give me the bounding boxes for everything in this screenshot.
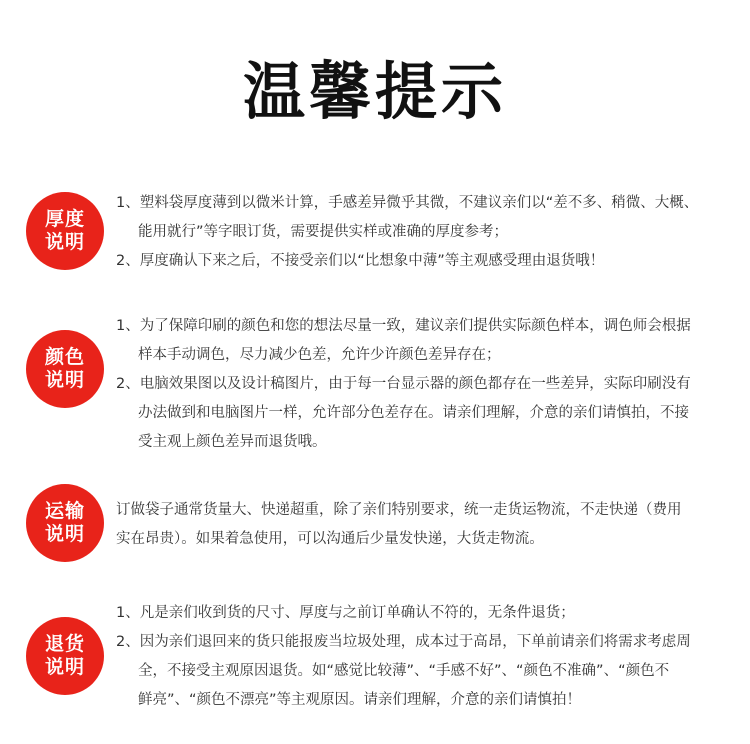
text-line: 1、凡是亲们收到货的尺寸、厚度与之前订单确认不符的，无条件退货； xyxy=(116,605,575,621)
text-line: 实在昂贵）。如果着急使用，可以沟通后少量发快递，大货走物流。 xyxy=(116,531,544,547)
badge-line-2: 说明 xyxy=(44,523,85,545)
badge-color xyxy=(26,330,104,408)
text-line: 1、塑料袋厚度薄到以微米计算，手感差异微乎其微，不建议亲们以“差不多、稍微、大概、 xyxy=(116,195,699,211)
text-line: 2、厚度确认下来之后，不接受亲们以“比想象中薄”等主观感受理由退货哦！ xyxy=(116,253,605,269)
section-text xyxy=(116,599,726,715)
text-line: 全，不接受主观原因退货。如“感觉比较薄”、“手感不好”、“颜色不准确”、“颜色不 xyxy=(138,663,670,679)
text-line: 受主观上颜色差异而退货哦。 xyxy=(138,434,327,450)
badge-line-1: 厚度 xyxy=(44,208,85,230)
badge-line-2: 说明 xyxy=(44,656,85,678)
text-line: 2、电脑效果图以及设计稿图片，由于每一台显示器的颜色都存在一些差异，实际印刷没有 xyxy=(116,376,691,392)
badge-line-2: 说明 xyxy=(44,369,85,391)
text-line: 订做袋子通常货量大、快递超重，除了亲们特别要求，统一走货运物流，不走快递（费用 xyxy=(116,502,682,518)
badge-thickness xyxy=(26,192,104,270)
badge-shipping xyxy=(26,484,104,562)
text-line: 办法做到和电脑图片一样，允许部分色差存在。请亲们理解，介意的亲们请慎拍，不接 xyxy=(138,405,689,421)
badge-returns xyxy=(26,617,104,695)
page-title: 温馨提示 xyxy=(242,55,507,128)
text-line: 1、为了保障印刷的颜色和您的想法尽量一致，建议亲们提供实际颜色样本，调色师会根据 xyxy=(116,318,691,334)
badge-line-2: 说明 xyxy=(44,231,85,253)
text-line: 样本手动调色，尽力减少色差，允许少许颜色差异存在； xyxy=(138,347,501,363)
badge-line-1: 运输 xyxy=(44,500,85,522)
section-text xyxy=(116,496,726,554)
section-text xyxy=(116,312,726,457)
text-line: 2、因为亲们退回来的货只能报废当垃圾处理，成本过于高昂，下单前请亲们将需求考虑周 xyxy=(116,634,691,650)
badge-line-1: 颜色 xyxy=(44,346,85,368)
text-line: 鲜亮”、“颜色不漂亮”等主观原因。请亲们理解，介意的亲们请慎拍！ xyxy=(138,692,582,708)
section-text xyxy=(116,189,726,276)
badge-line-1: 退货 xyxy=(44,633,85,655)
text-line: 能用就行”等字眼订货，需要提供实样或准确的厚度参考； xyxy=(138,224,509,240)
